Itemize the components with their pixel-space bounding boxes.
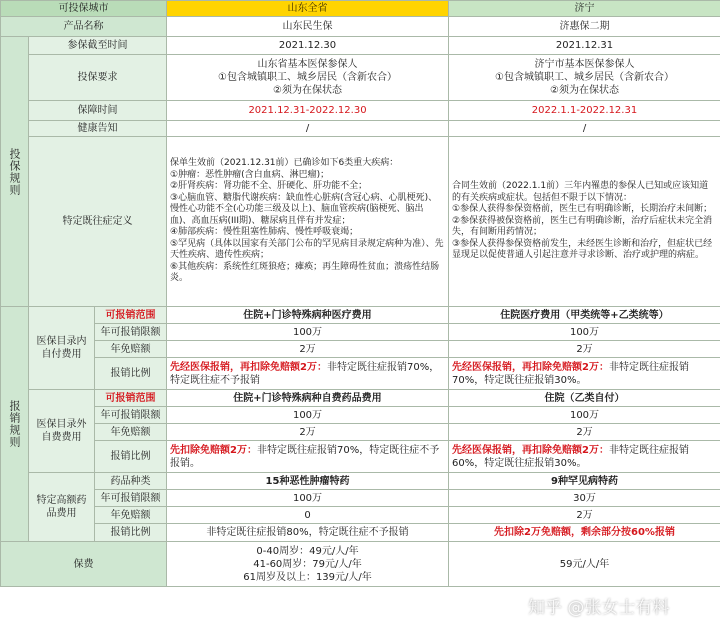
group3-limit-label: 年可报销限额 <box>95 490 167 507</box>
group2-deduct-shandong: 2万 <box>167 424 449 441</box>
req-line: 济宁市基本医保参保人 <box>534 59 635 70</box>
ratio-text: 非特定既往症报销60%，特定既往症报销30%。 <box>452 444 689 469</box>
preexisting-line: ⑤罕见病（具体以国家有关部门公布的罕见病目录规定病种为准）、先天性疾病、遗传性疾病； <box>170 238 444 261</box>
preexisting-line: 保单生效前（2021.12.31前）已确诊如下6类重大疾病： <box>170 158 399 169</box>
preexisting-shandong <box>167 137 449 307</box>
preexisting-line: ②肝肾疾病：肾功能不全、肝硬化、肝功能不全； <box>170 181 368 192</box>
group3-ratio-jining: 先扣除2万免赔额，剩余部分按60%报销 <box>449 524 720 542</box>
period-shandong: 2021.12.31-2022.12.30 <box>167 101 449 121</box>
section-toubao: 投保规则 <box>1 37 29 307</box>
group2-scope-jining: 住院（乙类自付） <box>449 390 720 407</box>
preexisting-line: ①肿瘤：恶性肿瘤(含白血病、淋巴瘤)； <box>170 169 330 180</box>
group3-deduct-jining: 2万 <box>449 507 720 524</box>
header-jining: 济宁 <box>449 1 720 17</box>
deadline-jining: 2021.12.31 <box>449 37 720 55</box>
group3-kind-shandong: 15种恶性肿瘤特药 <box>167 473 449 490</box>
req-line: ①包含城镇职工、城乡居民（含新农合） <box>495 72 674 83</box>
group3-deduct-shandong: 0 <box>167 507 449 524</box>
req-line: 山东省基本医保参保人 <box>257 59 358 70</box>
preexisting-jining <box>449 137 720 307</box>
group2-ratio-jining <box>449 441 720 473</box>
group3-deduct-label: 年免赔额 <box>95 507 167 524</box>
group3-ratio-label: 报销比例 <box>95 524 167 542</box>
group2-scope-shandong: 住院+门诊特殊病种自费药品费用 <box>167 390 449 407</box>
group2-deduct-label: 年免赔额 <box>95 424 167 441</box>
group2-deduct-jining: 2万 <box>449 424 720 441</box>
ratio-text: 非特定既往症报销70%，特定既往症不予报销。 <box>170 444 440 469</box>
preexisting-line: ③心脑血管、糖脂代谢疾病：缺血性心脏病(含冠心病、心肌梗死)、慢性心功能不全(心功能三级及以上)、脑血管疾病(脑梗死、脑出血)、高血压病(III期)、糖尿病且伴有并发症； <box>170 192 438 226</box>
group1-label: 医保目录内自付费用 <box>29 307 95 390</box>
ratio-highlight: 先扣除免赔额2万： <box>170 444 257 456</box>
health-shandong: / <box>167 121 449 137</box>
group1-ratio-jining <box>449 358 720 390</box>
ratio-highlight: 先经医保报销，再扣除免赔额2万： <box>170 361 327 373</box>
group2-ratio-shandong <box>167 441 449 473</box>
product-label: 产品名称 <box>1 17 167 37</box>
preexisting-line: ③参保人获得参保资格前发生，未经医生诊断和治疗，但症状已经显现足以促使普通人引起注意并寻求诊断、治疗或护理的病症。 <box>452 238 713 261</box>
group3-limit-jining: 30万 <box>449 490 720 507</box>
ratio-highlight: 先经医保报销，再扣除免赔额2万： <box>452 361 609 373</box>
group3-kind-label: 药品种类 <box>95 473 167 490</box>
group1-limit-label: 年可报销限额 <box>95 324 167 341</box>
section-baoxiao: 报销规则 <box>1 307 29 542</box>
premium-jining: 59元/人/年 <box>449 542 720 587</box>
group2-scope-label: 可报销范围 <box>95 390 167 407</box>
preexisting-line: ②参保获得被保资格前，医生已有明确诊断，治疗后症状未完全消失，有间断用药情况； <box>452 215 713 238</box>
header-shandong: 山东全省 <box>167 1 449 17</box>
group2-limit-label: 年可报销限额 <box>95 407 167 424</box>
group2-label: 医保目录外自费费用 <box>29 390 95 473</box>
ratio-text: 非特定既往症报销70%，特定既往症报销30%。 <box>452 361 689 386</box>
group2-ratio-label: 报销比例 <box>95 441 167 473</box>
group3-limit-shandong: 100万 <box>167 490 449 507</box>
req-line: ②须为在保状态 <box>550 85 619 96</box>
preexisting-line: ①参保人获得参保资格前，医生已有明确诊断，长期治疗未间断； <box>452 204 713 215</box>
preexisting-line: ⑥其他疾病：系统性红斑狼疮；瘫痪；再生障碍性贫血；溃疡性结肠炎。 <box>170 261 440 284</box>
preexisting-line: 合同生效前（2022.1.1前）三年内罹患的参保人已知或应该知道的有关疾病或症状。包括但不限于以下情况： <box>452 181 709 203</box>
group3-ratio-shandong: 非特定既往症报销80%，特定既往症不予报销 <box>167 524 449 542</box>
group1-deduct-shandong: 2万 <box>167 341 449 358</box>
premium-line: 61周岁及以上：139元/人/年 <box>243 571 372 583</box>
group1-ratio-shandong <box>167 358 449 390</box>
group1-deduct-jining: 2万 <box>449 341 720 358</box>
health-label: 健康告知 <box>29 121 167 137</box>
group2-limit-shandong: 100万 <box>167 407 449 424</box>
group3-label: 特定高额药品费用 <box>29 473 95 542</box>
header-city-label: 可投保城市 <box>1 1 167 17</box>
group1-scope-jining: 住院医疗费用（甲类统等+乙类统等） <box>449 307 720 324</box>
requirements-label: 投保要求 <box>29 55 167 101</box>
deadline-shandong: 2021.12.30 <box>167 37 449 55</box>
group1-scope-shandong: 住院+门诊特殊病种医疗费用 <box>167 307 449 324</box>
group1-limit-shandong: 100万 <box>167 324 449 341</box>
ratio-text: 非特定既往症报销70%，特定既往症不予报销 <box>170 361 440 386</box>
product-jining: 济惠保二期 <box>449 17 720 37</box>
health-jining: / <box>449 121 720 137</box>
preexisting-label: 特定既往症定义 <box>29 137 167 307</box>
premium-line: 0-40周岁：49元/人/年 <box>256 545 359 557</box>
group1-ratio-label: 报销比例 <box>95 358 167 390</box>
period-jining: 2022.1.1-2022.12.31 <box>449 101 720 121</box>
deadline-label: 参保截至时间 <box>29 37 167 55</box>
group1-scope-label: 可报销范围 <box>95 307 167 324</box>
premium-line: 41-60周岁：79元/人/年 <box>253 558 362 570</box>
requirements-jining <box>449 55 720 101</box>
ratio-highlight: 先经医保报销，再扣除免赔额2万： <box>452 444 609 456</box>
group1-deduct-label: 年免赔额 <box>95 341 167 358</box>
group1-limit-jining: 100万 <box>449 324 720 341</box>
period-label: 保障时间 <box>29 101 167 121</box>
requirements-shandong <box>167 55 449 101</box>
req-line: ①包含城镇职工、城乡居民（含新农合） <box>218 72 397 83</box>
product-shandong: 山东民生保 <box>167 17 449 37</box>
group3-kind-jining: 9种罕见病特药 <box>449 473 720 490</box>
req-line: ②须为在保状态 <box>273 85 342 96</box>
premium-label: 保费 <box>1 542 167 587</box>
watermark: 知乎 @张女士有料 <box>528 598 670 618</box>
premium-shandong <box>167 542 449 587</box>
group2-limit-jining: 100万 <box>449 407 720 424</box>
preexisting-line: ④肺部疾病：慢性阻塞性肺病、慢性呼吸衰竭； <box>170 227 359 238</box>
